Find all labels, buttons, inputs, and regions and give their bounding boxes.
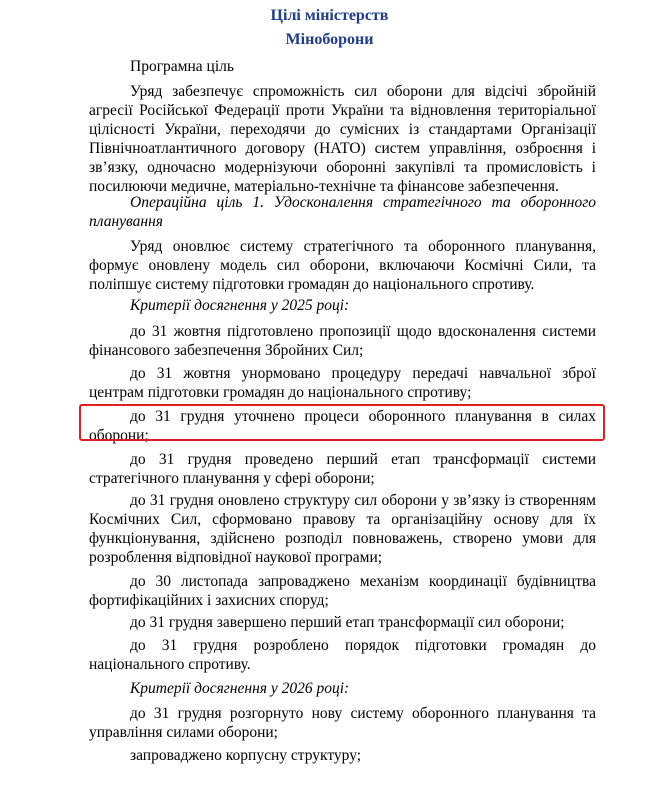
- program-goal-line: Північноатлантичного договору (НАТО) систем управління, озброєння і: [89, 140, 596, 157]
- criterion-item: національного спротиву.: [89, 656, 251, 673]
- operational-goal-title: планування: [89, 213, 163, 230]
- criteria-2026-heading: Критерії досягнення у 2026 році:: [130, 680, 350, 697]
- criterion-item: стратегічного планування у сфері оборони;: [89, 470, 375, 487]
- operational-goal-description: Уряд оновлює систему стратегічного та оборонного планування,: [130, 238, 596, 255]
- criterion-item: до 31 жовтня підготовлено пропозиції щодо вдосконалення системи: [130, 323, 596, 340]
- program-goal-line: Уряд забезпечує спроможність сил оборони для відсічі збройній: [130, 83, 596, 100]
- criterion-item: до 31 грудня розгорнуто нову систему оборонного планування та: [130, 705, 596, 722]
- criterion-item: управління силами оборони;: [89, 724, 278, 741]
- criterion-item-highlighted: оборони;: [89, 427, 149, 444]
- criterion-item: функціонування, здійснено розподіл повноважень, створено умови для: [89, 530, 596, 547]
- program-goal-line: зв’язку, одночасно модернізуючи оборонні закупівлі та промисловість і: [89, 159, 596, 176]
- criterion-item: розроблення відповідної наукової програми;: [89, 549, 383, 566]
- criterion-item: центрам підготовки громадян до національного спротиву;: [89, 384, 472, 401]
- program-goal-line: цілісності України, переходячи до сумісних із стандартами Організації: [89, 121, 596, 138]
- ministry-name-title: Міноборони: [285, 31, 374, 48]
- criteria-2025-heading: Критерії досягнення у 2025 році:: [130, 297, 350, 314]
- criterion-item: Космічних Сил, сформовано правову та організаційну основу для їх: [89, 511, 596, 528]
- operational-goal-description: поліпшує систему підготовки громадян до національного спротиву.: [89, 276, 535, 293]
- program-goal-line: посилюючи медичне, матеріально-технічне та фінансове забезпечення.: [89, 178, 559, 195]
- highlight-box: [79, 404, 605, 441]
- operational-goal-title: Операційна ціль 1. Удосконалення стратегічного та оборонного: [130, 194, 596, 211]
- criterion-item: фінансового забезпечення Збройних Сил;: [89, 342, 364, 359]
- criterion-item: до 31 грудня завершено перший етап трансформації сил оборони;: [130, 614, 565, 631]
- criterion-item: до 31 жовтня унормовано процедуру передачі навчальної зброї: [130, 365, 596, 382]
- criterion-item: до 31 грудня оновлено структуру сил оборони у зв’язку із створенням: [130, 492, 596, 509]
- criterion-item: до 30 листопада запроваджено механізм координації будівництва: [130, 573, 596, 590]
- criterion-item-highlighted: до 31 грудня уточнено процеси оборонного планування в силах: [130, 408, 596, 425]
- criterion-item: до 31 грудня проведено перший етап трансформації системи: [130, 451, 596, 468]
- ministry-goals-title: Цілі міністерств: [270, 7, 389, 24]
- criterion-item: до 31 грудня розроблено порядок підготовки громадян до: [130, 637, 596, 654]
- criterion-item: фортифікаційних і захисних споруд;: [89, 592, 329, 609]
- criterion-item: запроваджено корпусну структуру;: [130, 747, 362, 764]
- program-goal-heading: Програмна ціль: [130, 58, 234, 75]
- program-goal-line: агресії Російської Федерації проти України та відновлення територіальної: [89, 102, 596, 119]
- operational-goal-description: формує оновлену модель сил оборони, включаючи Космічні Сили, та: [89, 257, 596, 274]
